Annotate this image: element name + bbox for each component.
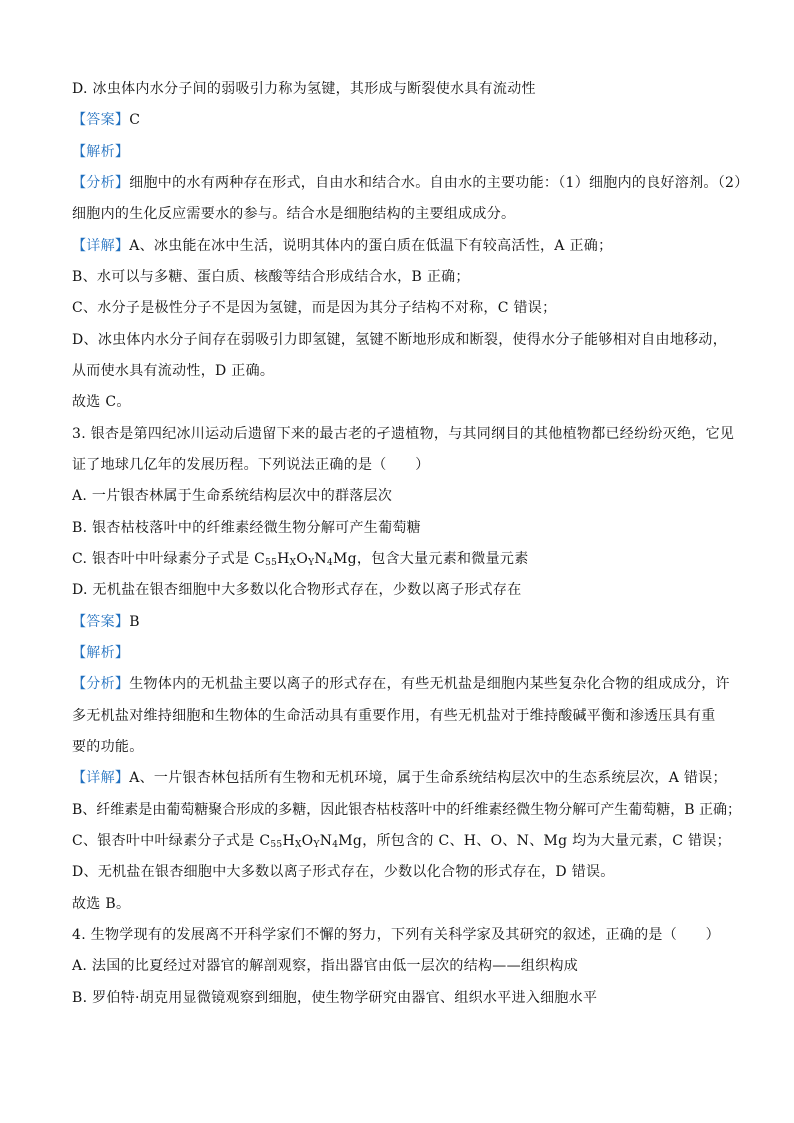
q2-xiangjie-line-3: C、水分子是极性分子不是因为氢键，而是因为其分子结构不对称，C 错误； [72,300,557,316]
formula-h-sub: X [289,558,297,568]
fenxi-text: 细胞中的水有两种存在形式，自由水和结合水。自由水的主要功能：（1）细胞内的良好溶剂。（2） [129,175,749,191]
formula-c-sub: 55 [265,558,278,568]
q3-xiangjie-line-1 [72,769,727,787]
q3-fenxi-line-1 [72,675,730,693]
formula-n-sub: 4 [326,558,333,568]
q3-fenxi-line-3: 要的功能。 [72,739,144,755]
q3-stem-line-1: 3. 银杏是第四纪冰川运动后遗留下来的最古老的孑遗植物，与其同纲目的其他植物都已经纷纷灭绝，它见 [72,426,735,442]
q3-conclusion: 故选 B。 [72,896,131,912]
fenxi-tag: 【分析】 [72,175,130,191]
analysis-tag: 【解析】 [72,645,130,661]
q3-xiangjie-line-3 [72,832,731,850]
q3-answer-line [72,613,140,631]
xiangjie-3-suffix: Mg，所包含的 C、H、O、N、Mg 均为大量元素，C 错误； [338,833,731,849]
xiangjie-text: A、一片银杏林包括所有生物和无机环境，属于生命系统结构层次中的生态系统层次，A 错误； [129,770,727,786]
xiangjie-text: A、冰虫能在冰中生活，说明其体内的蛋白质在低温下有较高活性，A 正确； [129,238,613,254]
answer-tag: 【答案】 [72,614,130,630]
formula-n: N [314,551,327,567]
q2-xiangjie-line-4: D、冰虫体内水分子间存在弱吸引力即氢键，氢键不断地形成和断裂，使得水分子能够相对自由地移动， [72,332,728,348]
analysis-tag: 【解析】 [72,144,130,160]
formula-o: O [296,551,309,567]
q4-option-b: B. 罗伯特·胡克用显微镜观察到细胞，使生物学研究由器官、组织水平进入细胞水平 [72,990,598,1006]
q2-answer-line [72,111,140,129]
q2-xiangjie-line-5: 从而使水具有流动性，D 正确。 [72,363,275,379]
formula-o-sub: Y [313,840,320,850]
q2-conclusion: 故选 C。 [72,394,131,410]
q3-fenxi-line-2: 多无机盐对维持细胞和生物体的生命活动具有重要作用，有些无机盐对于维持酸碱平衡和渗透压具有重 [72,708,716,724]
q3-option-b: B. 银杏枯枝落叶中的纤维素经微生物分解可产生葡萄糖 [72,520,421,536]
q3-option-d: D. 无机盐在银杏细胞中大多数以化合物形式存在，少数以离子形式存在 [72,582,522,598]
formula-n-sub: 4 [332,840,339,850]
q4-option-a: A. 法国的比夏经过对器官的解剖观察，指出器官由低一层次的结构——组织构成 [72,958,579,974]
formula-h: H [277,551,290,567]
formula-h-sub: X [294,840,302,850]
fenxi-text: 生物体内的无机盐主要以离子的形式存在，有些无机盐是细胞内某些复杂化合物的组成成分，许 [129,676,730,692]
answer-tag: 【答案】 [72,112,130,128]
q2-fenxi-line-2: 细胞内的生化反应需要水的参与。结合水是细胞结构的主要组成成分。 [72,206,516,222]
option-c-suffix: Mg，包含大量元素和微量元素 [333,551,529,567]
formula-h: H [282,833,295,849]
formula-o: O [301,833,314,849]
answer-value: B [129,614,140,630]
formula-o-sub: Y [308,558,315,568]
xiangjie-tag: 【详解】 [72,238,130,254]
q3-analysis-tag [72,644,129,662]
formula-n: N [319,833,333,849]
q2-option-d: D. 冰虫体内水分子间的弱吸引力称为氢键，其形成与断裂使水具有流动性 [72,81,536,97]
xiangjie-3-prefix: C、银杏叶中叶绿素分子式是 C [72,833,271,849]
q3-xiangjie-line-4: D、无机盐在银杏细胞中大多数以离子形式存在，少数以化合物的形式存在，D 错误。 [72,864,615,880]
xiangjie-tag: 【详解】 [72,770,130,786]
q3-option-c [72,550,529,568]
q2-xiangjie-line-2: B、水可以与多糖、蛋白质、核酸等结合形成结合水，B 正确； [72,269,470,285]
q3-stem-line-2: 证了地球几亿年的发展历程。下列说法正确的是（ ） [72,457,430,473]
fenxi-tag: 【分析】 [72,676,130,692]
q3-option-a: A. 一片银杏林属于生命系统结构层次中的群落层次 [72,488,393,504]
formula-c-sub: 55 [270,840,283,850]
q4-stem: 4. 生物学现有的发展离不开科学家们不懈的努力，下列有关科学家及其研究的叙述，正确的是（ ） [72,927,720,943]
option-c-prefix: C. 银杏叶中叶绿素分子式是 C [72,551,266,567]
q3-xiangjie-line-2: B、纤维素是由葡萄糖聚合形成的多糖，因此银杏枯枝落叶中的纤维素经微生物分解可产生葡萄糖，B 正确； [72,802,742,818]
q2-analysis-tag [72,143,129,161]
answer-value: C [129,112,141,128]
q2-fenxi-line-1 [72,174,749,192]
q2-xiangjie-line-1 [72,237,612,255]
